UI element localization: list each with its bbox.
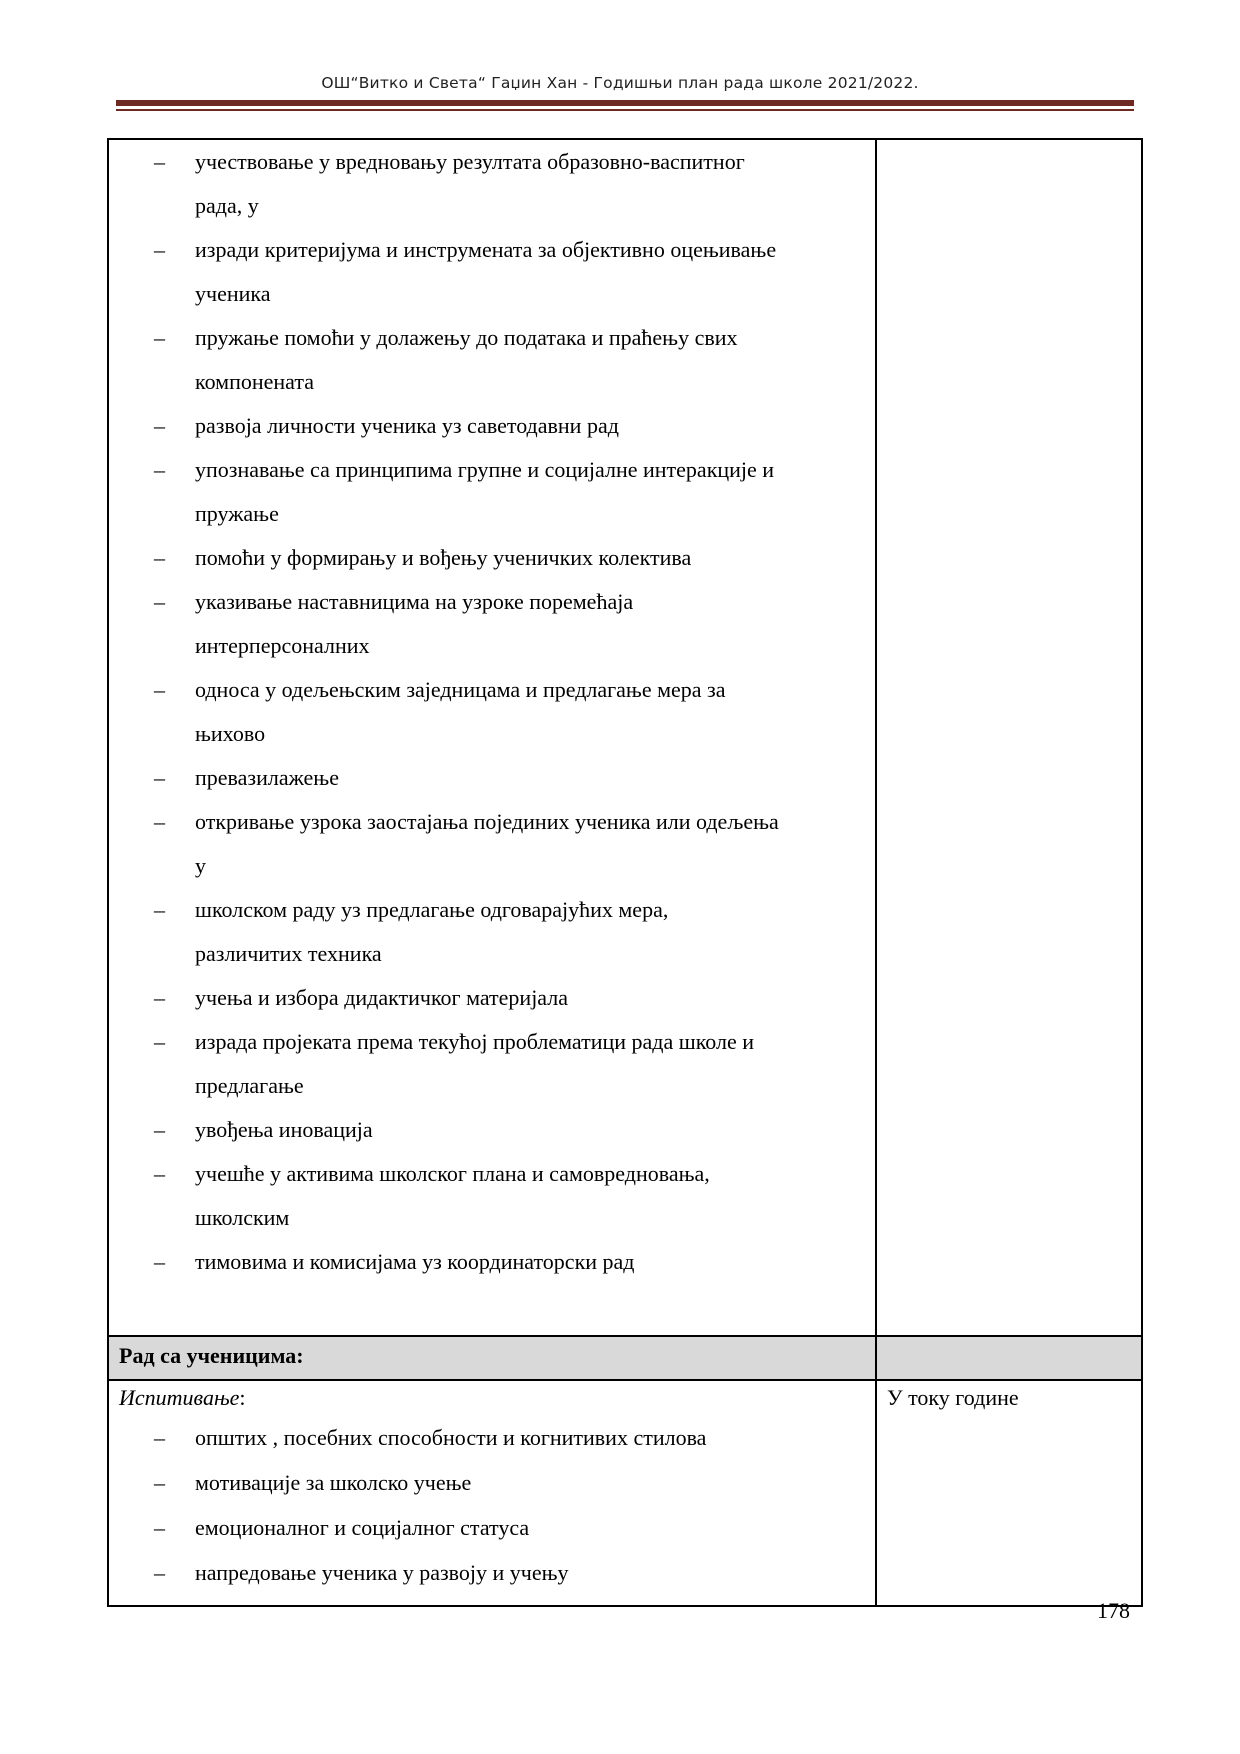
list-item-text: предлагање <box>195 1073 304 1098</box>
dash-bullet: – <box>154 1029 165 1054</box>
list-item-text: општих , посебних способности и когнитивих стилова <box>195 1425 707 1450</box>
dash-bullet: – <box>154 1161 165 1186</box>
dash-bullet: – <box>154 457 165 482</box>
dash-bullet: – <box>154 1515 165 1540</box>
dash-bullet: – <box>154 1470 165 1495</box>
list-item <box>109 1505 875 1550</box>
intro-label: Испитивање <box>119 1385 240 1410</box>
list-item-text: тимовима и комисијама уз координаторски рад <box>195 1249 635 1274</box>
list-item <box>109 1240 875 1284</box>
dash-bullet: – <box>154 1425 165 1450</box>
list-item <box>109 1108 875 1152</box>
list-item-text: компонената <box>195 369 315 394</box>
list-item-text: школским <box>195 1205 290 1230</box>
section-row <box>108 1336 1142 1380</box>
list-item <box>109 404 875 448</box>
section-empty-cell <box>876 1336 1142 1380</box>
list-item <box>109 492 875 536</box>
list-item-text: развоја личности ученика уз саветодавни рад <box>195 413 619 438</box>
list-item-text: учења и избора дидактичког материјала <box>195 985 569 1010</box>
list-item <box>109 140 875 184</box>
activities-cell <box>108 139 876 1336</box>
page-number: 178 <box>1097 1598 1130 1623</box>
dash-bullet: – <box>154 545 165 570</box>
dash-bullet: – <box>154 413 165 438</box>
list-item-text: пружање <box>195 501 279 526</box>
plan-table <box>107 138 1143 1607</box>
dash-bullet: – <box>154 1117 165 1142</box>
intro-label-line <box>109 1381 875 1415</box>
list-item <box>109 1415 875 1460</box>
dash-bullet: – <box>154 765 165 790</box>
list-item-text: школском раду уз предлагање одговарајућих мера, <box>195 897 669 922</box>
list-item-text: односа у одељењским заједницама и предлагање мера за <box>195 677 726 702</box>
section-title: Рад са ученицима: <box>119 1343 304 1368</box>
timing-cell-empty <box>876 139 1142 1336</box>
list-item-text: емоционалног и социјалног статуса <box>195 1515 530 1540</box>
list-item <box>109 448 875 492</box>
list-item <box>109 1064 875 1108</box>
list-item-text: у <box>195 853 206 878</box>
student-work-cell <box>108 1380 876 1606</box>
list-item-text: учествовање у вредновању резултата образовно-васпитног <box>195 149 745 174</box>
list-item-text: помоћи у формирању и вођењу ученичких колектива <box>195 545 692 570</box>
dash-bullet: – <box>154 897 165 922</box>
list-item <box>109 888 875 932</box>
list-item-text: увођења иновација <box>195 1117 373 1142</box>
list-item-text: учешће у активима школског плана и самовредновања, <box>195 1161 710 1186</box>
list-item <box>109 228 875 272</box>
list-item-text: израда пројеката према текућој проблематици рада школе и <box>195 1029 755 1054</box>
dash-bullet: – <box>154 809 165 834</box>
list-item <box>109 1460 875 1505</box>
list-item-text: откривање узрока заостајања појединих ученика или одељења <box>195 809 779 834</box>
list-item <box>109 932 875 976</box>
dash-bullet: – <box>154 677 165 702</box>
dash-bullet: – <box>154 1249 165 1274</box>
header-rule-thick <box>116 100 1134 106</box>
list-item <box>109 1020 875 1064</box>
list-item <box>109 712 875 756</box>
activities-list <box>109 140 875 1284</box>
list-item-text: превазилажење <box>195 765 339 790</box>
list-item-text: указивање наставницима на узроке поремећаја <box>195 589 634 614</box>
list-item-text: изради критеријума и инструмената за објективно оцењивање <box>195 237 777 262</box>
timing-cell <box>876 1380 1142 1606</box>
running-header: ОШ“Витко и Света“ Гаџин Хан - Годишњи план рада школе 2021/2022. <box>321 74 919 92</box>
list-item <box>109 184 875 228</box>
examination-list <box>109 1415 875 1595</box>
list-item <box>109 668 875 712</box>
list-item <box>109 756 875 800</box>
list-item <box>109 976 875 1020</box>
list-item-text: различитих техника <box>195 941 382 966</box>
list-item <box>109 1196 875 1240</box>
dash-bullet: – <box>154 985 165 1010</box>
intro-colon: : <box>239 1385 246 1410</box>
list-item <box>109 844 875 888</box>
list-item-text: њихово <box>195 721 266 746</box>
list-item-text: ученика <box>195 281 271 306</box>
list-item-text: интерперсоналних <box>195 633 370 658</box>
table-row <box>108 139 1142 1336</box>
timing-text: У току године <box>887 1385 1019 1410</box>
list-item <box>109 536 875 580</box>
list-item <box>109 360 875 404</box>
list-item <box>109 580 875 624</box>
list-item <box>109 1152 875 1196</box>
list-item-text: упознавање са принципима групне и социјалне интеракције и <box>195 457 775 482</box>
list-item-text: рада, у <box>195 193 259 218</box>
list-item-text: напредовање ученика у развоју и учењу <box>195 1560 569 1585</box>
list-item <box>109 272 875 316</box>
table-row <box>108 1380 1142 1606</box>
dash-bullet: – <box>154 237 165 262</box>
list-item <box>109 1550 875 1595</box>
dash-bullet: – <box>154 1560 165 1585</box>
dash-bullet: – <box>154 589 165 614</box>
list-item <box>109 800 875 844</box>
header-rule-thin <box>116 109 1134 111</box>
section-title-cell <box>108 1336 876 1380</box>
list-item-text: пружање помоћи у долажењу до података и праћењу свих <box>195 325 738 350</box>
list-item-text: мотивације за школско учење <box>195 1470 472 1495</box>
dash-bullet: – <box>154 149 165 174</box>
list-item <box>109 316 875 360</box>
dash-bullet: – <box>154 325 165 350</box>
list-item <box>109 624 875 668</box>
